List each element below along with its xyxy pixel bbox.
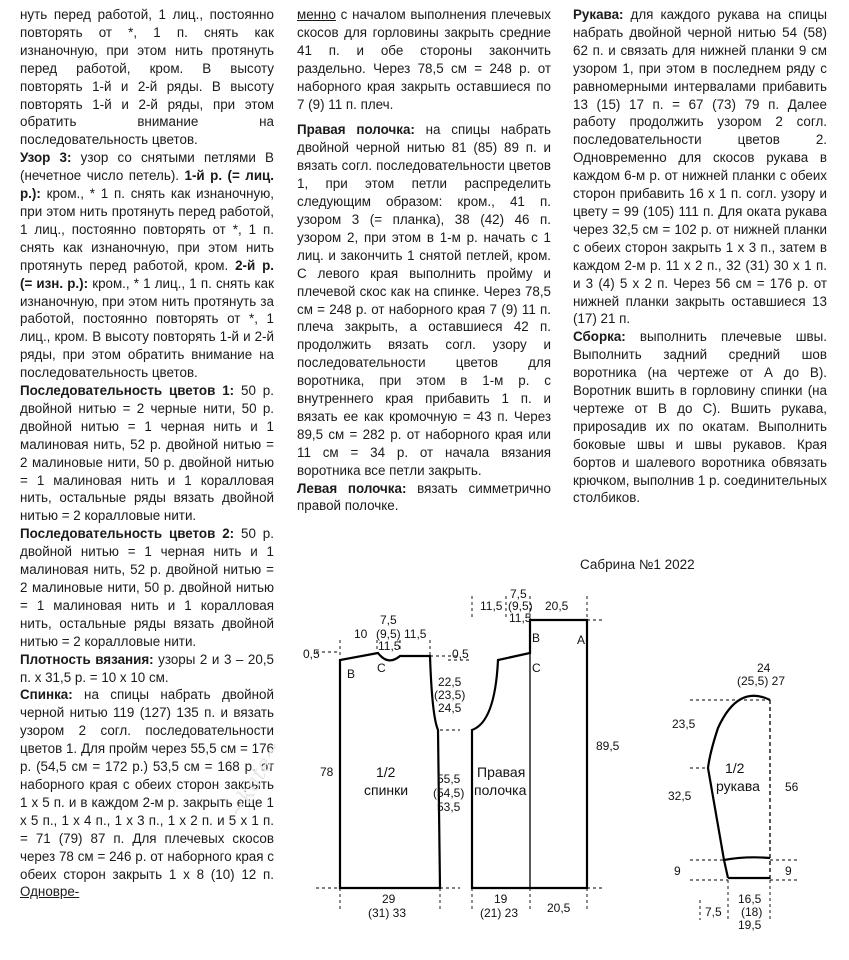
- dim-label: 78: [320, 765, 334, 779]
- dim-label: 9: [785, 864, 792, 878]
- dim-label: 19,5: [738, 918, 762, 932]
- dim-label: (9,5): [508, 599, 533, 613]
- dim-label: 7,5: [705, 905, 722, 919]
- point-c-label: C: [532, 661, 541, 675]
- front-labels: [452, 587, 620, 920]
- sleeve-labels: [668, 661, 799, 932]
- sleeve-label: 1/2: [725, 760, 745, 776]
- point-a-label: A: [577, 633, 586, 647]
- paragraph-left-front: Левая полочка: вязать симметрично правой полочке.: [297, 480, 551, 514]
- paragraph-right-front: Правая полочка: на спицы набрать двойной черной нитью 81 (85) 89 п. и вязать согл. последовательности цветов 1, при этом петли распределить следующим образом: кром., 41 п. узором 3 (= планка), 38 (42) 46 п. узором 2, при этом в 1-м р. начать с 1 лиц. и закончить 1 снятой петлей, кром. С левого края выполнить пройму и плечевой скос как на спинке. Через 78,5 см = 248 р. от наборного края 7 (9) 11 п. плеча закрыть, а оставшиеся 42 п. продолжить вязать согл. узору и последовательности цветов для воротника, при этом в 1-м р. с внутреннего края прибавить 1 п. и вязать ее как кромочную = 43 п. Через 89,5 см = 282 р. от наборного края или 11 см = 34 р. от начала вязания воротника все петли закрыть.: [297, 122, 552, 478]
- dim-label: (18): [741, 905, 763, 919]
- dim-label: 11,5: [378, 639, 401, 653]
- dim-label: 0,5: [452, 647, 469, 661]
- dim-label: 9: [674, 864, 681, 878]
- dim-label: (54,5): [433, 786, 465, 800]
- dim-label: 10: [354, 627, 368, 641]
- dim-label: 19: [494, 892, 508, 906]
- dim-label: 56: [785, 780, 799, 794]
- paragraph-pattern-3: Узор 3: узор со снятыми петлями В (нечетное число петель). 1-й р. (= лиц. р.): кром., * 1 п. снять как изнаночную, при этом нить протянуть перед работой, 1 лиц., постоянно повторять от *, 1 п. снять как изнаночную, при этом нить протянуть перед работой, кром. 2-й р. (= изн. р.): кром., * 1 лиц., 1 п. снять как изнаночную, при этом нить протянуть за работой, постоянно повторять от *, 1 лиц., кром. В высоту повторять 1-й и 2-й ряды, при этом обратить внимание на последовательность цветов.: [20, 150, 274, 381]
- dim-label: (25,5) 27: [737, 674, 786, 688]
- watermark: ~kate~: [223, 736, 288, 823]
- point-b-label: B: [347, 667, 356, 681]
- dim-label: 7,5: [510, 587, 527, 601]
- dim-label: (21) 23: [480, 906, 519, 920]
- dim-label: (9,5): [376, 627, 401, 641]
- paragraph-gauge: Плотность вязания: узоры 2 и 3 – 20,5 п. х 31,5 р. = 10 х 10 см.: [20, 651, 274, 685]
- front-label: полочка: [474, 782, 527, 798]
- paragraph-color-seq-1: Последовательность цветов 1: 50 р. двойной нитью = 2 черные нити, 50 р. двойной нитью = 1 черная нить и 1 малиновая нить, 52 р. двойной нитью = 2 малиновые нити, 50 р. двойной нитью = 1 малиновая нить и 1 коралловая нить, остальные ряды вязать двойной нитью = 2 коралловые нити.: [20, 383, 274, 524]
- front-label: Правая: [477, 764, 526, 780]
- dim-label: (31) 33: [368, 906, 407, 920]
- sleeve-label: рукава: [716, 778, 760, 794]
- dim-label: 11,5: [509, 611, 532, 625]
- dim-label: 89,5: [596, 739, 620, 753]
- dim-label: 7,5: [380, 613, 397, 627]
- paragraph-color-seq-2: Последовательность цветов 2: 50 р. двойной нитью = 1 черная нить и 1 малиновая нить, 52 р. двойной нитью = 2 малиновые нити, 50 р. двойной нитью = 1 малиновая нить и 1 коралловая нить, остальные ряды вязать двойной нитью = 2 коралловые нити.: [20, 526, 274, 649]
- dim-label: (23,5): [434, 688, 466, 702]
- point-b-label: B: [532, 631, 541, 645]
- back-label: 1/2: [376, 764, 396, 780]
- paragraph: нуть перед работой, 1 лиц., постоянно повторять от *, 1 п. снять как изнаночную, при этом нить протянуть перед работой, кром. В высоту повторять 1-й и 2-й ряды. В высоту повторять 1-й и 2-й ряды, при этом обратить внимание на последовательность цветов.: [20, 7, 274, 148]
- dim-label: 22,5: [438, 675, 462, 689]
- back-label: спинки: [364, 782, 409, 798]
- dim-label: 29: [382, 892, 396, 906]
- dim-label: 16,5: [738, 892, 762, 906]
- dim-label: 55,5: [437, 772, 461, 786]
- dim-label: 23,5: [672, 717, 696, 731]
- dim-label: 20,5: [547, 901, 571, 915]
- dim-label: 11,5: [404, 627, 427, 641]
- point-c-label: C: [377, 661, 386, 675]
- dim-label: 24,5: [438, 701, 462, 715]
- sleeve-schematic: [690, 696, 800, 920]
- paragraph-back: Спинка: на спицы набрать двойной черной нитью 119 (127) 135 п. и вязать узором 2 согл. последовательности цветов 1. Для пройм через 55,5 см = 176 р. (54,5 см = 172 р.) 53,5 см = 168 р. от наборного края с обеих сторон закрыть 1 х 5 п. и в каждом 2-м р. закрыть еще 1 х 5 п., 1 х 4 п., 1 х 3 п., 1 х 2 п. и 5 х 1 п. = 71 (79) 87 п. Для плечевых скосов через 78 см = 246 р. от наборного края с обеих сторон закрыть 1 х 8 (10) 12 п. Одновре-: [20, 687, 274, 900]
- paragraph-assembly: Сборка: выполнить плечевые швы. Выполнить задний средний шов воротника (на чертеже от А до В). Воротник вшить в горловину спинки (на чертеже от В до С). Вшить рукава, приposадив их по окатам. Выполнить боковые швы и швы рукавов. Края бортов и шалевого воротника обвязать крючком, выполнив 1 р. соединительных столбиков.: [573, 329, 827, 506]
- paragraph-sleeves: Рукава: для каждого рукава на спицы набрать двойной черной нитью 54 (58) 62 п. и связать для нижней планки 9 см узором 1, при этом в последнем ряду с равномерными интервалами прибавить 13 (15) 17 п. = 67 (73) 79 п. Далее работу продолжить узором 2 согл. последовательности цветов 2. Одновременно для скосов рукава в каждом 6-м р. от нижней планки с обеих сторон прибавить 16 х 1 п. согл. узору и цвету = 99 (105) 111 п. Для оката рукава через 32,5 см = 102 р. от нижней планки с обеих сторон закрыть 1 х 3 п., затем в каждом 2-м р. 11 х 2 п., 32 (31) 30 х 1 п. и 3 (4) 5 х 2 п. Через 56 см = 176 р. от нижней планки закрыть оставшиеся 13 (17) 21 п.: [573, 7, 827, 327]
- paragraph: менно с началом выполнения плечевых скосов для горловины закрыть средние 41 п. и обе стороны закончить раздельно. Через 78,5 см = 248 р. от наборного края закрыть оставшиеся по 7 (9) 11 п. плеч.: [297, 7, 551, 112]
- dim-label: 32,5: [668, 789, 692, 803]
- dim-label: 53,5: [437, 800, 461, 814]
- source-caption: Сабрина №1 2022: [580, 557, 695, 572]
- dim-label: 24: [757, 661, 771, 675]
- dim-label: 20,5: [545, 599, 569, 613]
- dim-label: 11,5: [480, 599, 503, 613]
- dim-label: 0,5: [303, 647, 320, 661]
